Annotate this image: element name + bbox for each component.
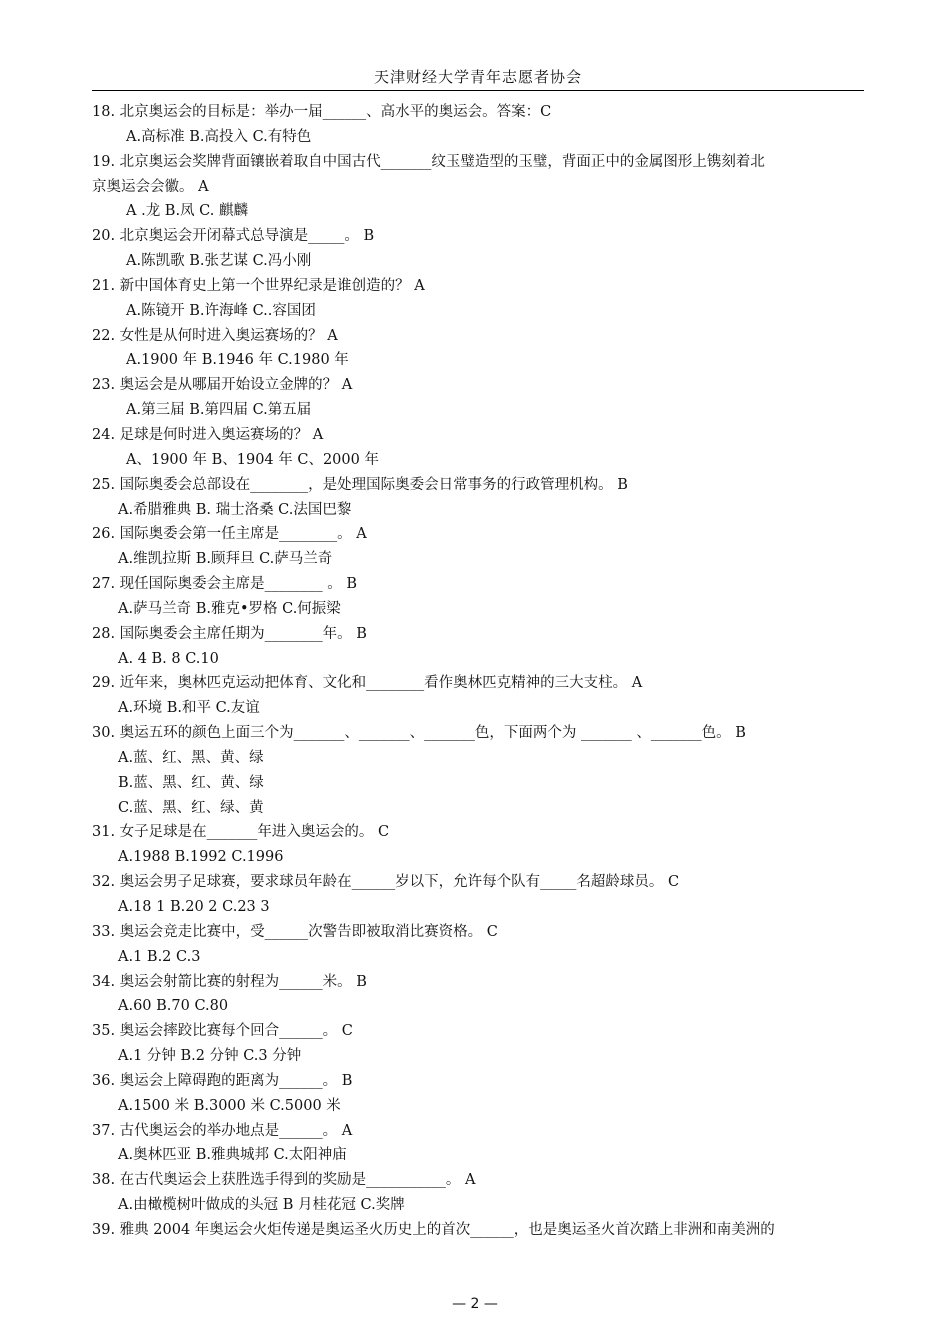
option-line: A.萨马兰奇 B.雅克•罗格 C.何振梁 <box>118 600 341 617</box>
option-line: A.第三届 B.第四届 C.第五届 <box>126 402 312 419</box>
option-line: A.60 B.70 C.80 <box>118 998 229 1015</box>
option-line: C.蓝、黑、红、绿、黄 <box>118 799 264 816</box>
option-line: A.1900 年 B.1946 年 C.1980 年 <box>126 352 349 369</box>
question-line: 26. 国际奥委会第一任主席是________。 A <box>92 526 367 543</box>
option-line: A.蓝、红、黑、黄、绿 <box>118 749 264 766</box>
option-line: B.蓝、黑、红、黄、绿 <box>118 774 264 791</box>
question-line: 25. 国际奥委会总部设在________，是处理国际奥委会日常事务的行政管理机构。 B <box>92 476 628 493</box>
option-line: A、1900 年 B、1904 年 C、2000 年 <box>126 451 379 468</box>
question-line: 京奥运会会徽。 A <box>92 178 209 195</box>
option-line: A.奥林匹亚 B.雅典城邦 C.太阳神庙 <box>118 1147 347 1164</box>
option-line: A .龙 B.凤 C. 麒麟 <box>126 203 248 220</box>
question-line: 33. 奥运会竞走比赛中，受______次警告即被取消比赛资格。 C <box>92 923 498 940</box>
question-line: 34. 奥运会射箭比赛的射程为______米。 B <box>92 973 367 990</box>
option-line: A.维凯拉斯 B.顾拜旦 C.萨马兰奇 <box>118 551 333 568</box>
page-header-title: 天津财经大学青年志愿者协会 <box>373 68 582 86</box>
option-line: A.高标准 B.高投入 C.有特色 <box>126 128 312 145</box>
question-list <box>92 100 864 1243</box>
option-line: A.18 1 B.20 2 C.23 3 <box>118 899 270 915</box>
question-line: 20. 北京奥运会开闭幕式总导演是_____。 B <box>92 228 375 245</box>
question-line: 37. 古代奥运会的举办地点是______。 A <box>92 1122 353 1139</box>
question-line: 24. 足球是何时进入奥运赛场的？ A <box>92 426 324 443</box>
question-line: 27. 现任国际奥委会主席是________ 。 B <box>92 576 358 593</box>
question-line: 19. 北京奥运会奖牌背面镶嵌着取自中国古代_______纹玉璧造型的玉璧，背面正中的金属图形上镌刻着北 <box>92 153 765 170</box>
option-line: A.由橄榄树叶做成的头冠 B 月桂花冠 C.奖牌 <box>118 1197 405 1214</box>
option-line: A.环境 B.和平 C.友谊 <box>118 700 260 717</box>
question-line: 31. 女子足球是在_______年进入奥运会的。 C <box>92 824 390 841</box>
question-line: 23. 奥运会是从哪届开始设立金牌的？ A <box>92 377 353 394</box>
question-line: 36. 奥运会上障碍跑的距离为______。 B <box>92 1072 353 1089</box>
question-line: 39. 雅典 2004 年奥运会火炬传递是奥运圣火历史上的首次______，也是奥运圣火首次踏上非洲和南美洲的 <box>92 1221 775 1238</box>
option-line: A.1988 B.1992 C.1996 <box>118 849 284 866</box>
question-line: 35. 奥运会摔跤比赛每个回合______。 C <box>92 1023 353 1040</box>
question-line: 21. 新中国体育史上第一个世界纪录是谁创造的？ A <box>92 277 425 294</box>
question-line: 30. 奥运五环的颜色上面三个为_______、_______、_______色，下面两个为 _______ 、_______色。 B <box>92 725 746 742</box>
option-line: A.1 B.2 C.3 <box>118 948 201 965</box>
option-line: A.陈镜开 B.许海峰 C..容国团 <box>126 302 316 319</box>
option-line: A.1500 米 B.3000 米 C.5000 米 <box>118 1097 341 1114</box>
option-line: A.希腊雅典 B. 瑞士洛桑 C.法国巴黎 <box>118 501 352 518</box>
option-line: A. 4 B. 8 C.10 <box>118 650 219 667</box>
header-divider <box>92 90 864 91</box>
question-line: 32. 奥运会男子足球赛，要求球员年龄在______岁以下，允许每个队有_____名超龄球员。 C <box>92 874 680 891</box>
option-line: A.陈凯歌 B.张艺谋 C.冯小刚 <box>126 253 312 270</box>
question-line: 22. 女性是从何时进入奥运赛场的？ A <box>92 327 338 344</box>
option-line: A.1 分钟 B.2 分钟 C.3 分钟 <box>118 1048 302 1065</box>
page-number: — 2 — <box>452 1296 498 1312</box>
question-line: 28. 国际奥委会主席任期为________年。 B <box>92 625 367 642</box>
question-line: 38. 在古代奥运会上获胜选手得到的奖励是___________。 A <box>92 1172 476 1189</box>
question-line: 18. 北京奥运会的目标是：举办一届______、高水平的奥运会。答案：C <box>92 104 552 120</box>
question-line: 29. 近年来，奥林匹克运动把体育、文化和________看作奥林匹克精神的三大支柱。 A <box>92 675 643 692</box>
